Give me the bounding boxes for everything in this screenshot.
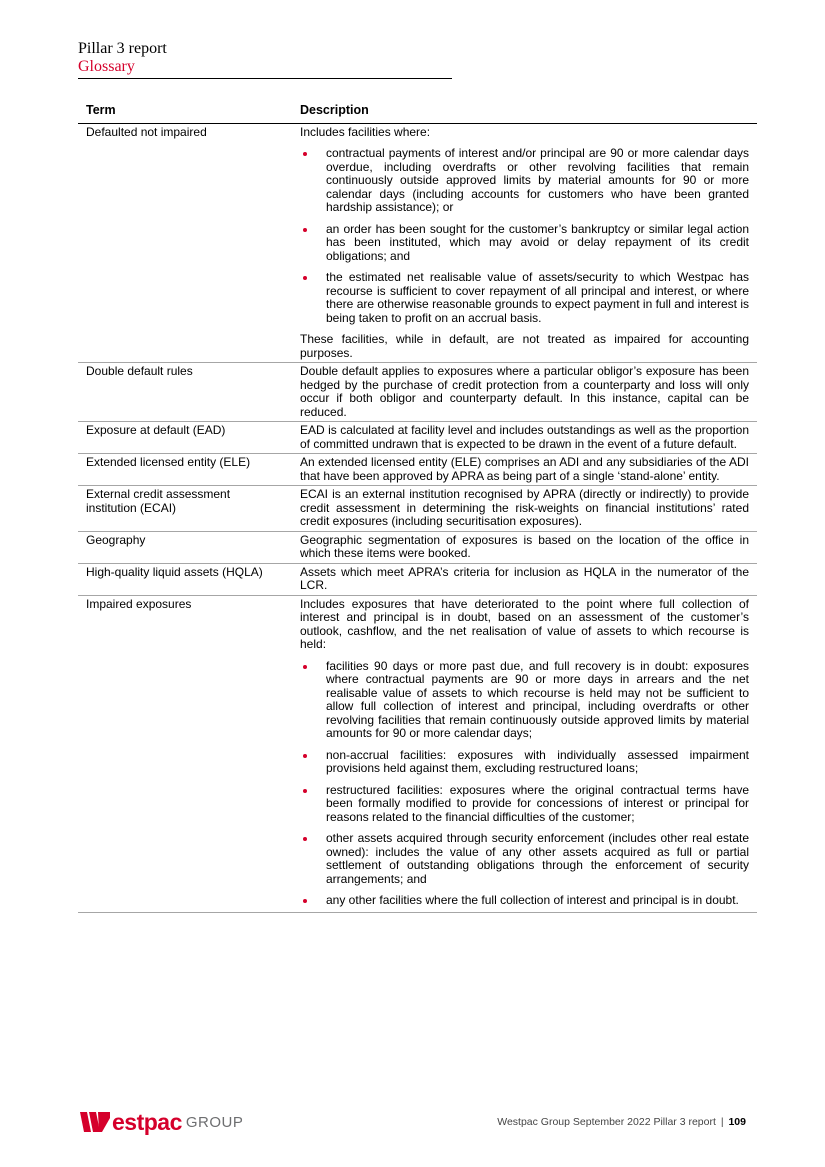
glossary-body <box>78 123 757 912</box>
table-row <box>78 595 757 912</box>
column-header-term: Term <box>78 98 292 123</box>
bullet-dot-icon <box>303 665 307 669</box>
bullet-text: restructured facilities: exposures where the original contractual terms have been formally modified to provide for concessions of interest or principal for reasons related to the financial difficulties of the customer; <box>326 782 749 824</box>
page-number: 109 <box>728 1116 746 1128</box>
bullet-dot-icon <box>303 754 307 758</box>
table-row <box>78 123 757 363</box>
logo-wordmark: estpac <box>112 1109 182 1135</box>
glossary-term: Exposure at default (EAD) <box>78 422 292 454</box>
glossary-term: Double default rules <box>78 363 292 422</box>
glossary-table <box>78 98 757 913</box>
table-row <box>78 363 757 422</box>
footer-separator: | <box>720 1116 724 1128</box>
description-text: Includes exposures that have deteriorated to the point where full collection of interest and principal is in doubt, based on an assessment of the customer’s outlook, cashflow, and the net realisation of value of assets to which recourse is held: <box>300 596 749 651</box>
page-header <box>78 40 452 79</box>
table-header-row <box>78 98 757 123</box>
bullet-dot-icon <box>303 228 307 232</box>
list-item <box>300 271 749 325</box>
footer-report-name: Westpac Group September 2022 Pillar 3 report <box>497 1116 716 1128</box>
glossary-description <box>292 454 757 486</box>
glossary-term: High-quality liquid assets (HQLA) <box>78 563 292 595</box>
description-text: Geographic segmentation of exposures is based on the location of the office in which these items were booked. <box>300 532 749 560</box>
section-title: Glossary <box>78 58 135 75</box>
description-text: EAD is calculated at facility level and includes outstandings as well as the proportion of committed undrawn that is expected to be drawn in the event of a future default. <box>300 423 749 451</box>
glossary-description <box>292 422 757 454</box>
westpac-group-logo <box>80 1109 244 1135</box>
glossary-description <box>292 123 757 363</box>
footer-report-label <box>497 1116 746 1128</box>
description-text: Double default applies to exposures where a particular obligor’s exposure has been hedged by the purchase of credit protection from a counterparty and loss will only occur if both obligor and counterparty default. In this instance, capital can be reduced. <box>300 364 749 419</box>
list-item <box>300 784 749 825</box>
bullet-dot-icon <box>303 789 307 793</box>
bullet-text: an order has been sought for the customer’s bankruptcy or similar legal action has been instituted, which may avoid or delay repayment of its credit obligations; and <box>326 221 749 263</box>
list-item <box>300 660 749 741</box>
description-text: An extended licensed entity (ELE) comprises an ADI and any subsidiaries of the ADI that have been approved by APRA as being part of a single ‘stand-alone’ entity. <box>300 455 749 483</box>
bullet-text: the estimated net realisable value of assets/security to which Westpac has recourse is sufficient to cover repayment of all principal and interest, or where there are otherwise reasonable grounds to expect payment in full and interest is being taken to profit on an accrual basis. <box>326 270 749 325</box>
table-row <box>78 454 757 486</box>
glossary-description <box>292 486 757 532</box>
table-row <box>78 563 757 595</box>
glossary-description <box>292 563 757 595</box>
glossary-description <box>292 363 757 422</box>
westpac-w-mark-icon <box>80 1112 114 1132</box>
description-text: Assets which meet APRA’s criteria for inclusion as HQLA in the numerator of the LCR. <box>300 564 749 592</box>
bullet-text: any other facilities where the full collection of interest and principal is in doubt. <box>326 893 739 907</box>
bullet-text: facilities 90 days or more past due, and full recovery is in doubt: exposures where contractual payments are 90 or more days in arrears and the net realisable value of assets to which recourse is held may not be sufficient to allow full collection of interest and principal, including overdrafts or other revolving facilities that remain continuously outside approved limits by material amounts for 90 or more calendar days; <box>326 658 749 740</box>
bullet-text: non-accrual facilities: exposures with individually assessed impairment provisions held against them, excluding restructured loans; <box>326 747 749 775</box>
description-trailing-text: These facilities, while in default, are not treated as impaired for accounting purposes. <box>300 332 749 360</box>
bullet-dot-icon <box>303 152 307 156</box>
table-row <box>78 422 757 454</box>
list-item <box>300 147 749 215</box>
list-item <box>300 832 749 886</box>
bullet-dot-icon <box>303 899 307 903</box>
glossary-term: Defaulted not impaired <box>78 123 292 363</box>
column-header-description: Description <box>292 98 757 123</box>
bullet-list <box>300 660 749 908</box>
bullet-text: other assets acquired through security enforcement (includes other real estate owned): includes the value of any other assets acquired as full or partial settlement of outstanding obligations through the enforcement of security arrangements; and <box>326 831 749 886</box>
glossary-term: Extended licensed entity (ELE) <box>78 454 292 486</box>
glossary-description <box>292 595 757 912</box>
glossary-term: Geography <box>78 531 292 563</box>
report-title: Pillar 3 report <box>78 40 167 57</box>
description-text: ECAI is an external institution recognised by APRA (directly or indirectly) to provide credit assessment in determining the risk-weights on financial institutions’ rated credit exposures (including securitisation exposures). <box>300 487 749 528</box>
bullet-dot-icon <box>303 837 307 841</box>
list-item <box>300 223 749 264</box>
glossary-term: External credit assessment institution (ECAI) <box>78 486 292 532</box>
bullet-dot-icon <box>303 276 307 280</box>
table-row <box>78 486 757 532</box>
description-text: Includes facilities where: <box>300 124 431 139</box>
table-row <box>78 531 757 563</box>
glossary-term: Impaired exposures <box>78 595 292 912</box>
glossary-description <box>292 531 757 563</box>
list-item <box>300 749 749 776</box>
bullet-list <box>300 147 749 325</box>
logo-group-text: GROUP <box>185 1114 244 1131</box>
bullet-text: contractual payments of interest and/or principal are 90 or more calendar days overdue, including overdrafts or other revolving facilities that remain continuously outside approved limits by material amounts for 90 or more calendar days (including accounts for customers who have been granted hardship assistance); or <box>326 146 749 214</box>
list-item <box>300 894 749 908</box>
